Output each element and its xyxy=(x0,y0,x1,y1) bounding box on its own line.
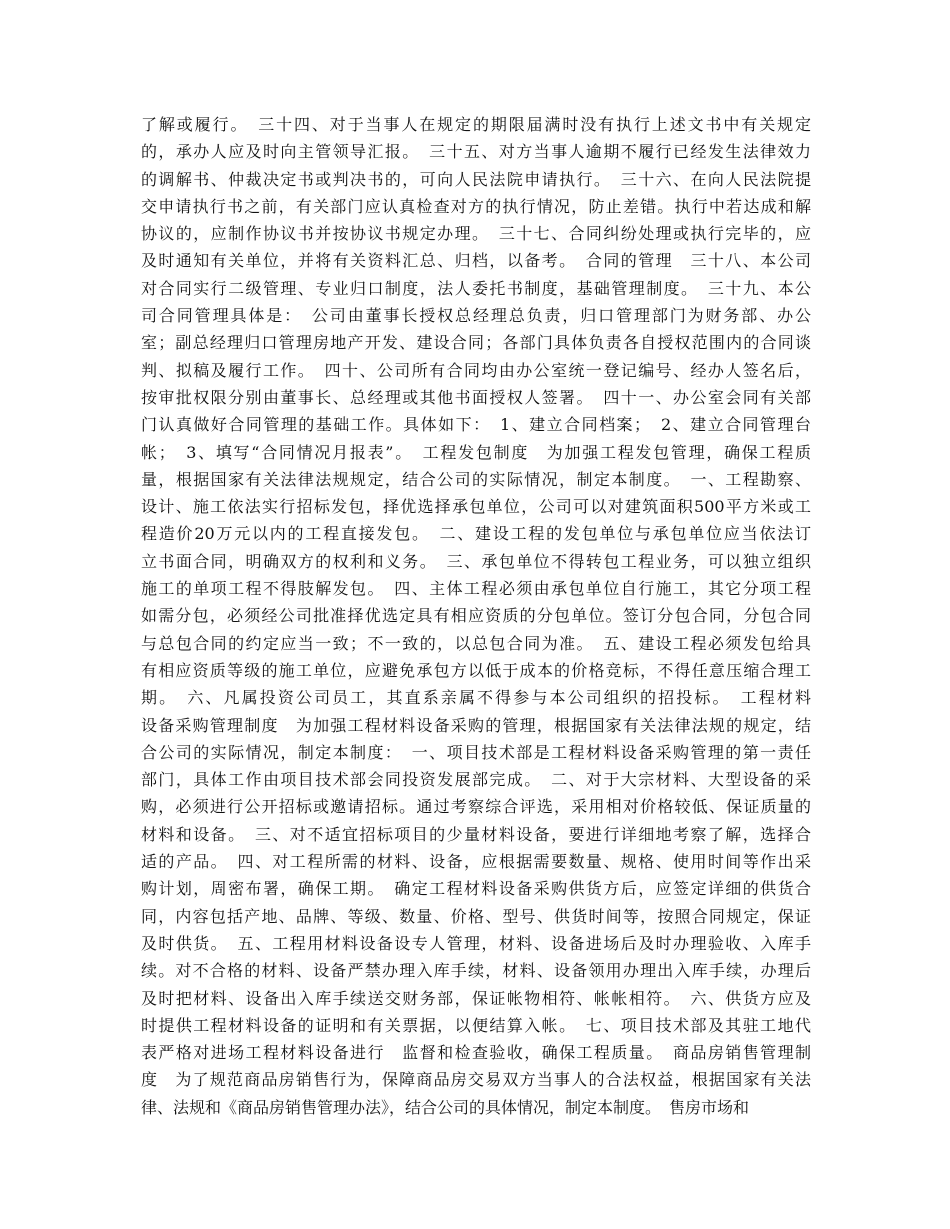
text-line: 适的产品。 四、对工程所需的材料、设备，应根据需要数量、规格、使用时间等作出采 xyxy=(141,852,811,872)
text-line: 室；副总经理归口管理房地产开发、建设合同；各部门具体负责各自授权范围内的合同谈 xyxy=(141,333,811,353)
text-line: 及时把材料、设备出入库手续送交财务部，保证帐物相符、帐帐相符。 六、供货方应及 xyxy=(141,988,811,1008)
text-line: 对合同实行二级管理、专业归口制度，法人委托书制度，基础管理制度。 三十九、本公 xyxy=(141,278,811,298)
text-line: 度 为了规范商品房销售行为，保障商品房交易双方当事人的合法权益，根据国家有关法 xyxy=(141,1070,811,1090)
text-line: 期。 六、凡属投资公司员工，其直系亲属不得参与本公司组织的招投标。 工程材料 xyxy=(141,688,811,708)
text-line: 设备采购管理制度 为加强工程材料设备采购的管理，根据国家有关法律法规的规定，结 xyxy=(141,715,811,735)
document-body-text xyxy=(141,111,811,1121)
text-line: 的，承办人应及时向主管领导汇报。 三十五、对方当事人逾期不履行已经发生法律效力 xyxy=(141,142,811,162)
text-line: 协议的，应制作协议书并按协议书规定办理。 三十七、合同纠纷处理或执行完毕的，应 xyxy=(141,224,811,244)
text-line: 按审批权限分别由董事长、总经理或其他书面授权人签署。 四十一、办公室会同有关部 xyxy=(141,387,811,407)
text-line: 交申请执行书之前，有关部门应认真检查对方的执行情况，防止差错。执行中若达成和解 xyxy=(141,196,811,216)
text-line: 与总包合同的约定应当一致；不一致的，以总包合同为准。 五、建设工程必须发包给具 xyxy=(141,633,811,653)
text-line: 续。对不合格的材料、设备严禁办理入库手续，材料、设备领用办理出入库手续，办理后 xyxy=(141,961,811,981)
text-line: 门认真做好合同管理的基础工作。具体如下： 1、建立合同档案； 2、建立合同管理台 xyxy=(141,415,811,435)
text-line: 有相应资质等级的施工单位，应避免承包方以低于成本的价格竞标，不得任意压缩合理工 xyxy=(141,660,811,680)
text-line: 的调解书、仲裁决定书或判决书的，可向人民法院申请执行。 三十六、在向人民法院提 xyxy=(141,169,811,189)
text-line: 了解或履行。 三十四、对于当事人在规定的期限届满时没有执行上述文书中有关规定 xyxy=(141,115,811,134)
text-line: 量，根据国家有关法律法规规定，结合公司的实际情况，制定本制度。 一、工程勘察、 xyxy=(141,469,811,489)
text-line: 帐； 3、填写“合同情况月报表”。 工程发包制度 为加强工程发包管理，确保工程质 xyxy=(141,442,811,462)
text-line: 施工的单项工程不得肢解发包。 四、主体工程必须由承包单位自行施工，其它分项工程 xyxy=(141,579,811,599)
text-line: 判、拟稿及履行工作。 四十、公司所有合同均由办公室统一登记编号、经办人签名后， xyxy=(141,360,811,380)
text-line: 购计划，周密布署，确保工期。 确定工程材料设备采购供货方后，应签定详细的供货合 xyxy=(141,879,811,899)
text-line: 同，内容包括产地、品牌、等级、数量、价格、型号、供货时间等，按照合同规定，保证 xyxy=(141,906,811,926)
text-line: 及时通知有关单位，并将有关资料汇总、归档，以备考。 合同的管理 三十八、本公司 xyxy=(141,251,811,271)
text-line: 设计、施工依法实行招标发包，择优选择承包单位，公司可以对建筑面积500平方米或工 xyxy=(141,497,811,517)
text-line: 程造价20万元以内的工程直接发包。 二、建设工程的发包单位与承包单位应当依法订 xyxy=(141,524,811,544)
text-line: 表严格对进场工程材料设备进行 监督和检查验收，确保工程质量。 商品房销售管理制 xyxy=(141,1043,811,1063)
text-line: 如需分包，必须经公司批准择优选定具有相应资质的分包单位。签订分包合同，分包合同 xyxy=(141,606,811,626)
text-line: 时提供工程材料设备的证明和有关票据，以便结算入帐。 七、项目技术部及其驻工地代 xyxy=(141,1015,811,1035)
text-line: 司合同管理具体是： 公司由董事长授权总经理总负责，归口管理部门为财务部、办公 xyxy=(141,306,811,326)
text-line: 律、法规和《商品房销售管理办法》，结合公司的具体情况，制定本制度。 售房市场和 xyxy=(141,1097,750,1117)
text-line: 合公司的实际情况，制定本制度： 一、项目技术部是工程材料设备采购管理的第一责任 xyxy=(141,742,811,762)
text-line: 部门，具体工作由项目技术部会同投资发展部完成。 二、对于大宗材料、大型设备的采 xyxy=(141,770,811,790)
text-line: 及时供货。 五、工程用材料设备设专人管理，材料、设备进场后及时办理验收、入库手 xyxy=(141,933,811,953)
text-line: 材料和设备。 三、对不适宜招标项目的少量材料设备，要进行详细地考察了解，选择合 xyxy=(141,824,811,844)
text-line: 购，必须进行公开招标或邀请招标。通过考察综合评选，采用相对价格较低、保证质量的 xyxy=(141,797,811,817)
text-line: 立书面合同，明确双方的权利和义务。 三、承包单位不得转包工程业务，可以独立组织 xyxy=(141,551,811,571)
